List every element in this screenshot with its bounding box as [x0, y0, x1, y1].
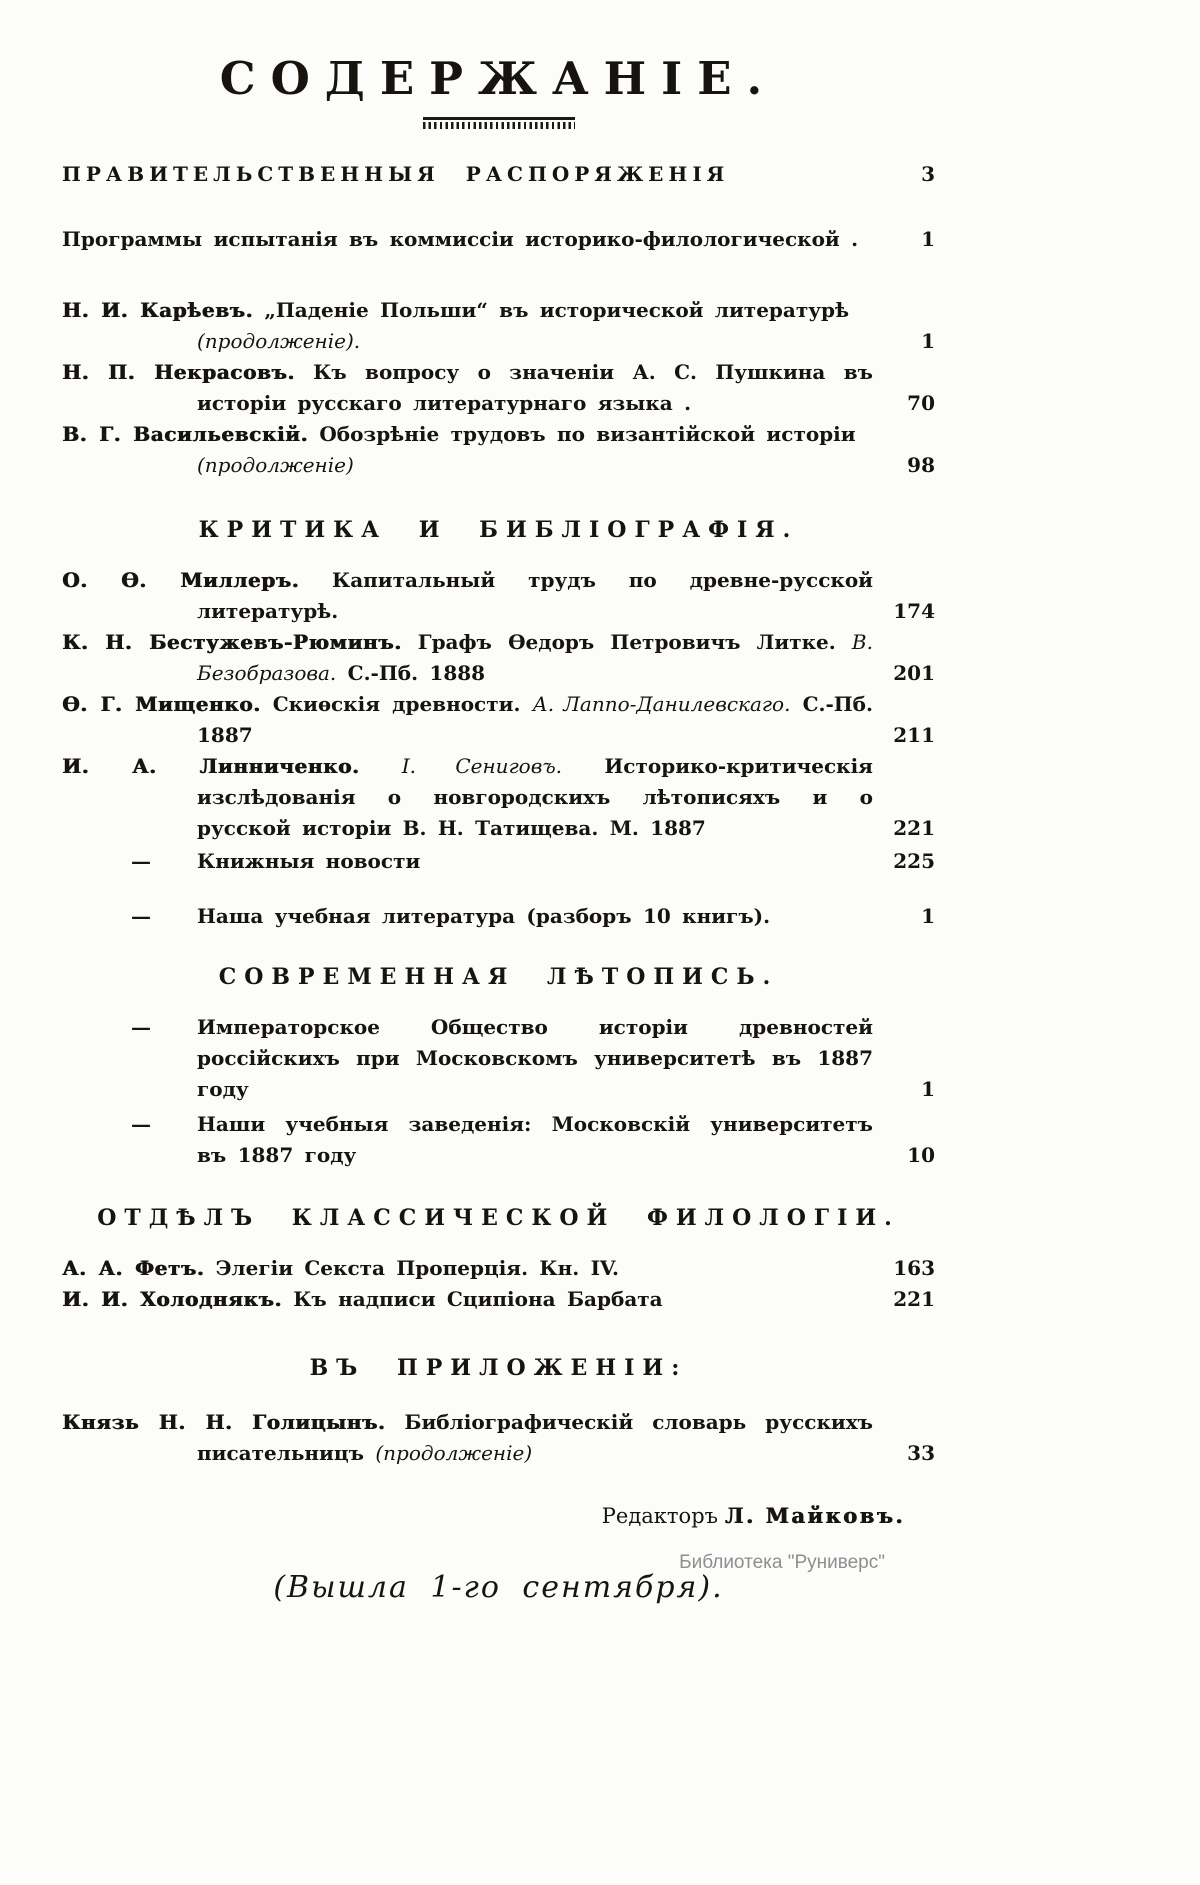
entry-page-number: 1: [921, 904, 935, 928]
toc-entry-kareev: [62, 295, 935, 357]
toc-entry-programs: [62, 224, 935, 255]
editor-line: [62, 1503, 905, 1528]
decorative-rule: [423, 117, 575, 129]
entry-text: Программы испытанія въ коммиссіи историко-филологической .: [62, 227, 859, 251]
entry-author: И. А. Линниченко.: [62, 754, 360, 778]
entry-author: А. А. Фетъ.: [62, 1256, 205, 1280]
toc-entry-edu-literature: [62, 901, 935, 932]
entry-page-number: 1: [921, 227, 935, 251]
entry-page-number: 3: [921, 162, 935, 186]
entry-author: Н. П. Некрасовъ.: [62, 360, 295, 384]
entry-page-number: 225: [893, 849, 935, 873]
entry-page-number: 163: [893, 1256, 935, 1280]
entry-reviewer: А. Лаппо-Данилевскаго.: [532, 692, 791, 716]
toc-entry-fet: [62, 1253, 935, 1284]
entry-page-number: 33: [907, 1441, 935, 1465]
section-heading-appendix: ВЪ ПРИЛОЖЕНІИ:: [309, 1355, 688, 1381]
entry-reviewer: І. Сениговъ.: [401, 754, 563, 778]
entry-text: ПРАВИТЕЛЬСТВЕННЫЯ РАСПОРЯЖЕНІЯ: [62, 162, 730, 186]
entry-title: Капитальный трудъ по древне-русской литературѣ.: [197, 568, 874, 623]
dash-marker: —: [131, 1112, 151, 1136]
toc-entry-linnichenko: [62, 751, 935, 844]
library-watermark: Библиотека "Руниверс": [679, 1552, 885, 1573]
entry-page-number: 174: [893, 599, 935, 623]
page-title: СОДЕРЖАНІЕ.: [219, 52, 778, 105]
entry-note: (продолженіе): [375, 1441, 533, 1465]
entry-page-number: 201: [893, 661, 935, 685]
dash-marker: —: [131, 904, 151, 928]
entry-author: О. Ѳ. Миллеръ.: [62, 568, 300, 592]
toc-entry-miller: [62, 565, 935, 627]
entry-imprint: С.-Пб. 1888: [347, 661, 486, 685]
entry-page-number: 1: [921, 329, 935, 353]
entry-title: Къ надписи Сципіона Барбата: [293, 1287, 663, 1311]
entry-title: Императорское Общество исторіи древностей россійскихъ при Московскомъ университетѣ въ 1887 году: [197, 1015, 873, 1101]
toc-entry-government: [62, 159, 935, 190]
entry-note: (продолженіе): [197, 453, 354, 477]
toc-entry-golitsyn: [62, 1407, 935, 1469]
entry-title: Графъ Ѳедоръ Петровичъ Литке.: [417, 630, 836, 654]
entry-author: К. Н. Бестужевъ-Рюминъ.: [62, 630, 402, 654]
toc-entry-kholodnyak: [62, 1284, 935, 1315]
entry-note: (продолженіе).: [197, 329, 361, 353]
entry-author: Н. И. Карѣевъ.: [62, 298, 253, 322]
entry-title: Обозрѣніе трудовъ по византійской исторіи: [319, 422, 856, 446]
entry-imprint: С.-Пб. 1887: [197, 692, 873, 747]
entry-author: Князь Н. Н. Голицынъ.: [62, 1410, 386, 1434]
editor-prefix: Редакторъ: [601, 1504, 718, 1528]
dash-marker: —: [131, 849, 151, 873]
entry-title: Наша учебная литература (разборъ 10 книгъ).: [197, 904, 771, 928]
dash-marker: —: [131, 1015, 151, 1039]
entry-title: „Паденіе Польши“ въ исторической литературѣ: [264, 298, 850, 322]
section-heading-chronicle: СОВРЕМЕННАЯ ЛѢТОПИСЬ.: [218, 964, 779, 990]
entry-title: Книжныя новости: [197, 849, 421, 873]
toc-entry-book-news: [62, 846, 935, 877]
toc-entry-edu-institutions: [62, 1109, 935, 1171]
entry-page-number: 10: [907, 1143, 935, 1167]
toc-entry-vasilevsky: [62, 419, 935, 481]
toc-entry-imperial-society: [62, 1012, 935, 1105]
entry-author: В. Г. Васильевскій.: [62, 422, 308, 446]
entry-title: Къ вопросу о значеніи А. С. Пушкина въ исторіи русскаго литературнаго языка .: [197, 360, 873, 415]
toc-entry-bestuzhev: [62, 627, 935, 689]
entry-title: Наши учебныя заведенія: Московскій университетъ въ 1887 году: [197, 1112, 873, 1167]
entry-title: Библіографическій словарь русскихъ писательницъ: [197, 1410, 873, 1465]
section-heading-philology: ОТДѢЛЪ КЛАССИЧЕСКОЙ ФИЛОЛОГІИ.: [97, 1205, 900, 1231]
toc-entry-nekrasov: [62, 357, 935, 419]
entry-page-number: 211: [893, 723, 935, 747]
release-note: (Вышла 1-го сентября).: [273, 1570, 724, 1605]
entry-title: Историко-критическія изслѣдованія о новгородскихъ лѣтописяхъ и о русской исторіи В. Н. Татищева. М. 1887: [197, 754, 873, 840]
section-heading-criticism: КРИТИКА И БИБЛІОГРАФІЯ.: [198, 517, 799, 543]
entry-title: Элегіи Секста Проперція. Кн. IV.: [215, 1256, 619, 1280]
entry-reviewer: В. Безобразова.: [197, 630, 873, 685]
entry-page-number: 1: [921, 1077, 935, 1101]
entry-author: Ѳ. Г. Мищенко.: [62, 692, 261, 716]
entry-author: И. И. Холоднякъ.: [62, 1287, 282, 1311]
editor-name: Л. Майковъ.: [724, 1503, 905, 1528]
entry-page-number: 221: [893, 816, 935, 840]
toc-entry-mishchenko: [62, 689, 935, 751]
entry-title: Скиѳскія древности.: [272, 692, 521, 716]
entry-page-number: 70: [907, 391, 935, 415]
entry-page-number: 98: [907, 453, 935, 477]
entry-page-number: 221: [893, 1287, 935, 1311]
